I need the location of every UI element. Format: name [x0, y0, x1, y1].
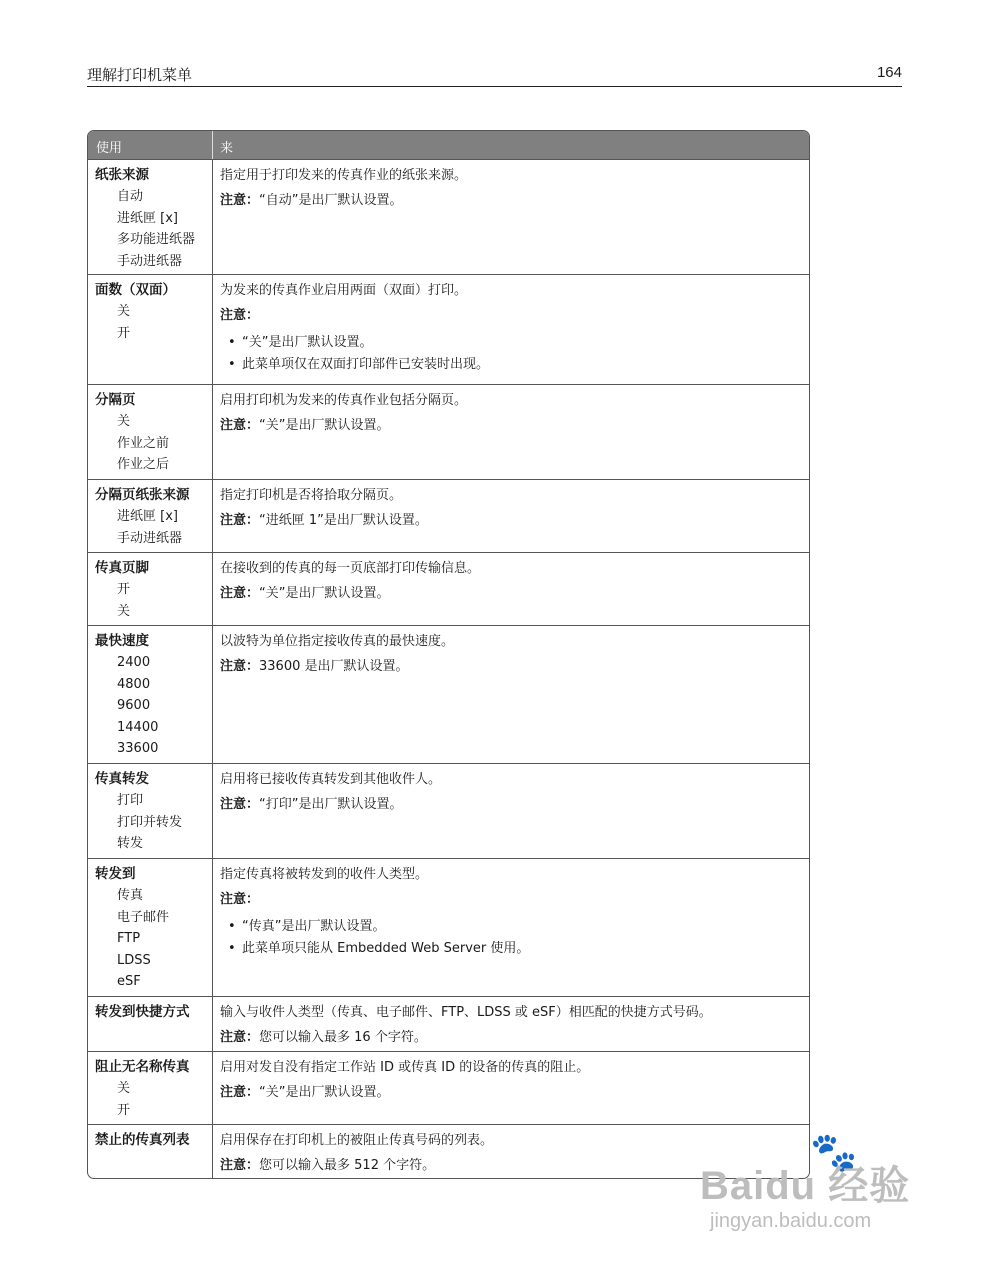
menu-option: 14400: [117, 719, 159, 735]
menu-cell: [88, 997, 213, 1051]
note-text: “关”是出厂默认设置。: [259, 586, 390, 601]
note: [220, 889, 809, 910]
description-text: 指定传真将被转发到的收件人类型。: [220, 867, 429, 882]
note-label: 注意：: [220, 308, 260, 323]
menu-option: 作业之后: [117, 457, 170, 472]
note-text: 您可以输入最多 512 个字符。: [259, 1158, 436, 1173]
menu-option: 电子邮件: [117, 909, 170, 925]
description-cell: [213, 1052, 809, 1124]
menu-cell: [88, 553, 213, 625]
menu-item-name: 禁止的传真列表: [95, 1132, 190, 1148]
menu-cell: [88, 1125, 213, 1178]
menu-option: FTP: [117, 931, 141, 946]
table-row: [88, 274, 809, 384]
menu-item-name: 传真页脚: [95, 560, 149, 576]
menu-option: 关: [117, 1081, 131, 1096]
menu-item-name: 转发到快捷方式: [95, 1004, 190, 1020]
page-number: 164: [876, 64, 902, 81]
table-row: [88, 479, 809, 552]
description-cell: [213, 626, 809, 763]
note-text: “进纸匣 1”是出厂默认设置。: [259, 513, 428, 528]
note-label: 注意：: [220, 1158, 260, 1173]
menu-option: 9600: [117, 698, 151, 713]
note: [220, 1082, 809, 1103]
note: [220, 583, 809, 604]
table-row: [88, 763, 809, 858]
note: [220, 305, 809, 326]
description-text: 启用打印机为发来的传真作业包括分隔页。: [220, 393, 468, 408]
menu-option: 开: [117, 325, 131, 341]
note-text: “关”是出厂默认设置。: [259, 1085, 390, 1100]
note: [220, 794, 809, 815]
menu-option: 开: [117, 582, 131, 597]
menu-option: 关: [117, 304, 131, 319]
note: [220, 190, 809, 211]
description-text: 指定用于打印发来的传真作业的纸张来源。: [220, 168, 468, 183]
note-bullet: • 此菜单项仅在双面打印部件已安装时出现。: [220, 354, 809, 376]
menu-cell: [88, 859, 213, 996]
description-text: 输入与收件人类型（传真、电子邮件、FTP、LDSS 或 eSF）相匹配的快捷方式号码。: [220, 1005, 712, 1020]
table-row: [88, 384, 809, 479]
menu-cell: [88, 764, 213, 858]
description-cell: [213, 480, 809, 552]
menu-item-name: 转发到: [95, 866, 136, 882]
description-text: 为发来的传真作业启用两面（双面）打印。: [220, 283, 468, 298]
menu-option: 关: [117, 603, 131, 619]
note: [220, 1027, 809, 1048]
menu-option: 作业之前: [117, 435, 170, 451]
menu-option: 进纸匣 [x]: [117, 509, 178, 524]
menu-option: 自动: [117, 189, 144, 204]
note-text: “打印”是出厂默认设置。: [259, 797, 403, 812]
menu-option: 转发: [117, 836, 144, 851]
table-row: [88, 858, 809, 996]
menu-cell: [88, 1052, 213, 1124]
description-cell: [213, 275, 809, 384]
note-label: 注意：: [220, 513, 260, 528]
description-text: 启用保存在打印机上的被阻止传真号码的列表。: [220, 1133, 494, 1148]
menu-option: 关: [117, 414, 131, 429]
note-text: 您可以输入最多 16 个字符。: [259, 1030, 427, 1045]
note: [220, 510, 809, 531]
table-row: [88, 996, 809, 1051]
description-cell: [213, 997, 809, 1051]
menu-item-name: 分隔页: [95, 392, 136, 408]
note-text: 33600 是出厂默认设置。: [259, 659, 409, 674]
menu-item-name: 纸张来源: [95, 167, 149, 183]
note: [220, 415, 809, 436]
note-label: 注意：: [220, 797, 260, 812]
note-bullet-list: [220, 916, 809, 960]
note-label: 注意：: [220, 1030, 260, 1045]
description-text: 以波特为单位指定接收传真的最快速度。: [220, 634, 455, 649]
description-text: 启用对发自没有指定工作站 ID 或传真 ID 的设备的传真的阻止。: [220, 1060, 590, 1075]
watermark: [700, 1130, 940, 1260]
note-bullet: • “传真”是出厂默认设置。: [220, 916, 809, 938]
menu-item-name: 面数（双面）: [95, 282, 176, 298]
menu-option: 33600: [117, 741, 159, 756]
menu-cell: [88, 480, 213, 552]
page-header: [87, 62, 902, 87]
note-label: 注意：: [220, 659, 260, 674]
menu-item-name: 阻止无名称传真: [95, 1059, 190, 1075]
menu-cell: [88, 160, 213, 274]
menu-option: 多功能进纸器: [117, 232, 196, 247]
menu-option: 2400: [117, 655, 151, 670]
menu-option: 开: [117, 1102, 131, 1118]
note-label: 注意：: [220, 586, 260, 601]
description-cell: [213, 553, 809, 625]
page-title: 理解打印机菜单: [87, 66, 193, 84]
description-text: 在接收到的传真的每一页底部打印传输信息。: [220, 561, 481, 576]
description-cell: [213, 859, 809, 996]
menu-cell: [88, 385, 213, 479]
table-row: [88, 159, 809, 274]
menu-option: 进纸匣 [x]: [117, 210, 178, 226]
description-text: 指定打印机是否将拾取分隔页。: [220, 488, 403, 503]
menu-item-name: 最快速度: [95, 633, 149, 649]
description-cell: [213, 385, 809, 479]
note-bullet: • 此菜单项只能从 Embedded Web Server 使用。: [220, 938, 809, 960]
description-text: 启用将已接收传真转发到其他收件人。: [220, 772, 442, 787]
table-row: [88, 1051, 809, 1124]
menu-option: 手动进纸器: [117, 530, 183, 546]
watermark-url: jingyan.baidu.com: [710, 1210, 872, 1232]
menu-item-name: 传真转发: [95, 771, 149, 787]
menu-option: 4800: [117, 676, 151, 692]
table-header: [88, 131, 809, 159]
menu-cell: [88, 626, 213, 763]
menu-option: 打印并转发: [117, 814, 183, 830]
column-header-use: 使用: [88, 131, 213, 159]
note-label: 注意：: [220, 418, 260, 433]
table-row: [88, 552, 809, 625]
menu-option: LDSS: [117, 952, 151, 968]
note-text: “自动”是出厂默认设置。: [259, 193, 403, 208]
watermark-logo: Baidu 经验: [700, 1164, 911, 1208]
menu-option: 打印: [117, 793, 144, 808]
note-label: 注意：: [220, 1085, 260, 1100]
menu-table: [87, 130, 810, 1179]
table-row: [88, 625, 809, 763]
note: [220, 656, 809, 677]
note-bullet-list: [220, 332, 809, 376]
note-label: 注意：: [220, 193, 260, 208]
note-label: 注意：: [220, 892, 260, 907]
description-cell: [213, 160, 809, 274]
column-header-to: 来: [220, 141, 234, 156]
paw-icon: 🐾: [810, 1130, 858, 1174]
description-cell: [213, 764, 809, 858]
menu-option: 手动进纸器: [117, 253, 183, 269]
menu-cell: [88, 275, 213, 384]
menu-option: 传真: [117, 888, 144, 903]
menu-item-name: 分隔页纸张来源: [95, 487, 190, 503]
note-bullet: • “关”是出厂默认设置。: [220, 332, 809, 354]
menu-option: eSF: [117, 974, 141, 989]
note-text: “关”是出厂默认设置。: [259, 418, 390, 433]
